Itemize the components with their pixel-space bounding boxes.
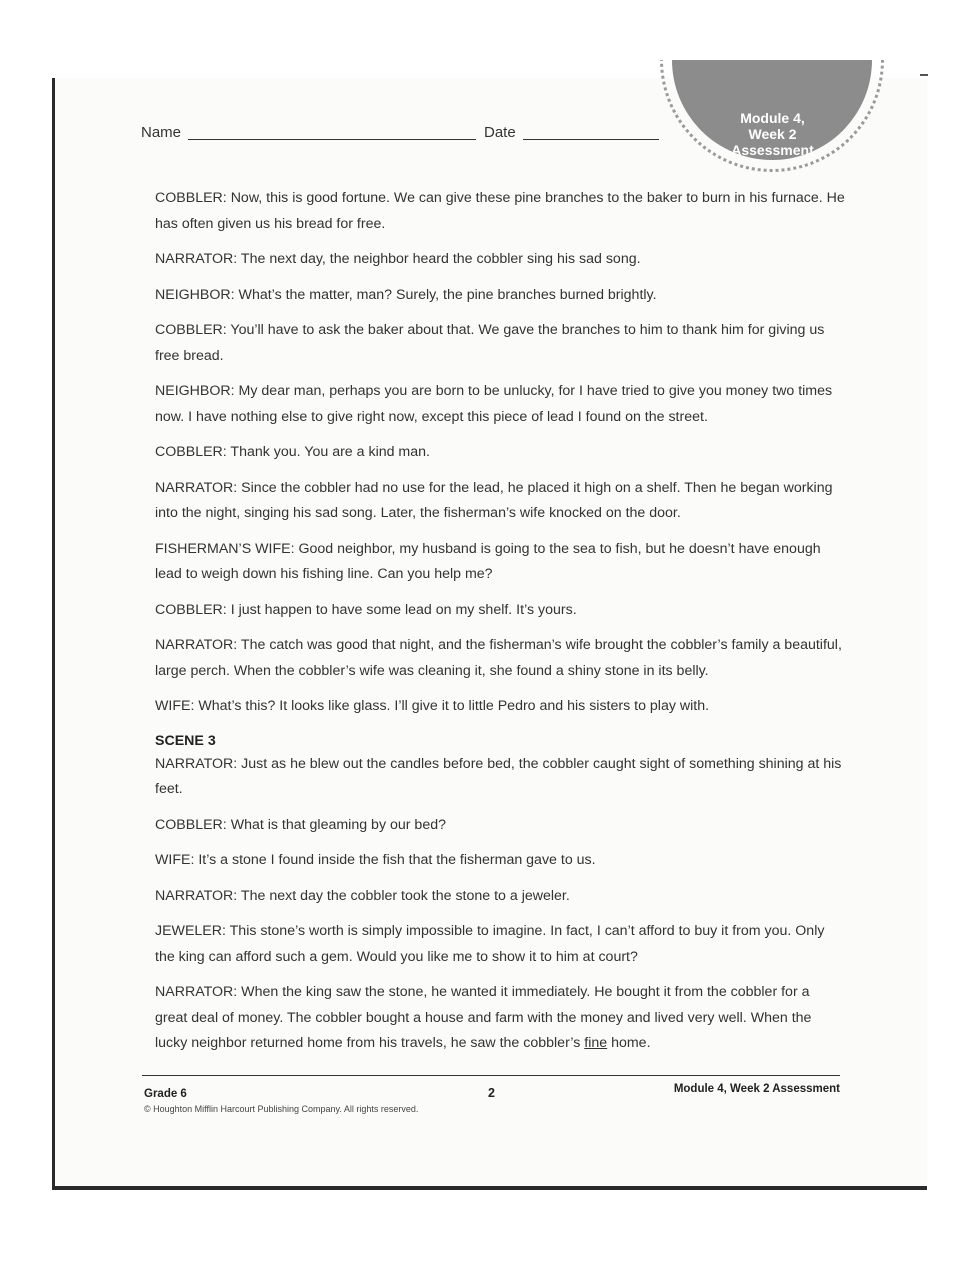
script-line: NEIGHBOR: My dear man, perhaps you are born to be unlucky, for I have tried to give you money two times now. I have nothing else to give right now, except this piece of lead I found on the street.	[155, 383, 833, 425]
footer-grade: Grade 6	[144, 1088, 187, 1100]
script-line: FISHERMAN’S WIFE: Good neighbor, my husband is going to the sea to fish, but he doesn’t have enough lead to weigh down his fishing line. Can you help me?	[155, 540, 821, 582]
script-line: NEIGHBOR: What’s the matter, man? Surely, the pine branches burned brightly.	[155, 286, 657, 303]
scene-heading: SCENE 3	[155, 732, 216, 749]
script-line: NARRATOR: The next day the cobbler took the stone to a jeweler.	[155, 887, 570, 904]
date-field-line[interactable]	[523, 139, 659, 140]
module-badge	[660, 60, 885, 190]
badge-text	[700, 110, 845, 158]
script-line: NARRATOR: Since the cobbler had no use for the lead, he placed it high on a shelf. Then he began working into the night, singing his sad song. Later, the fisherman’s wife knocked on the door.	[155, 479, 833, 521]
script-line: NARRATOR: The catch was good that night, and the fisherman’s wife brought the cobbler’s family a beautiful, large perch. When the cobbler’s wife was cleaning it, she found a shiny stone in its belly.	[155, 637, 842, 679]
badge-line-2: Week 2	[748, 126, 797, 142]
script-line: JEWELER: This stone’s worth is simply impossible to imagine. In fact, I can’t afford to buy it from you. Only the king can afford such a gem. Would you like me to show it to him at court?	[155, 923, 825, 965]
page-edge-mark	[920, 74, 928, 76]
script-line: NARRATOR: The next day, the neighbor heard the cobbler sing his sad song.	[155, 251, 641, 267]
script-body	[155, 186, 845, 1067]
badge-line-1: Module 4,	[740, 110, 805, 126]
page-number: 2	[488, 1086, 495, 1100]
script-line: WIFE: It’s a stone I found inside the fish that the fisherman gave to us.	[155, 852, 596, 868]
name-field-line[interactable]	[188, 139, 476, 140]
date-label: Date	[484, 124, 516, 141]
script-line: COBBLER: You’ll have to ask the baker about that. We gave the branches to him to thank him for giving us free bread.	[155, 322, 825, 364]
badge-line-3: Assessment	[731, 142, 814, 158]
final-line-end: home.	[607, 1035, 651, 1051]
script-line: COBBLER: What is that gleaming by our bed?	[155, 816, 446, 833]
underlined-word: fine	[584, 1035, 608, 1051]
script-line: COBBLER: Thank you. You are a kind man.	[155, 444, 430, 460]
footer-divider	[142, 1075, 840, 1076]
footer-module: Module 4, Week 2 Assessment	[673, 1083, 840, 1095]
script-line: WIFE: What’s this? It looks like glass. I’ll give it to little Pedro and his sisters to play with.	[155, 698, 710, 714]
name-label: Name	[141, 124, 182, 141]
copyright-notice: © Houghton Mifflin Harcourt Publishing Company. All rights reserved.	[144, 1104, 419, 1114]
script-line: COBBLER: Now, this is good fortune. We can give these pine branches to the baker to burn in his furnace. He has often given us his bread for free.	[155, 190, 845, 232]
script-line: NARRATOR: Just as he blew out the candles before bed, the cobbler caught sight of something shining at his feet.	[155, 755, 842, 797]
final-line-text: NARRATOR: When the king saw the stone, he wanted it immediately. He bought it from the cobbler for a great deal of money. The cobbler bought a house and farm with the money and lived very well. When the lucky neighbor returned home from his travels, he saw the cobbler’s	[155, 984, 812, 1051]
script-line: COBBLER: I just happen to have some lead on my shelf. It’s yours.	[155, 601, 577, 618]
script-line-final	[155, 980, 845, 1057]
